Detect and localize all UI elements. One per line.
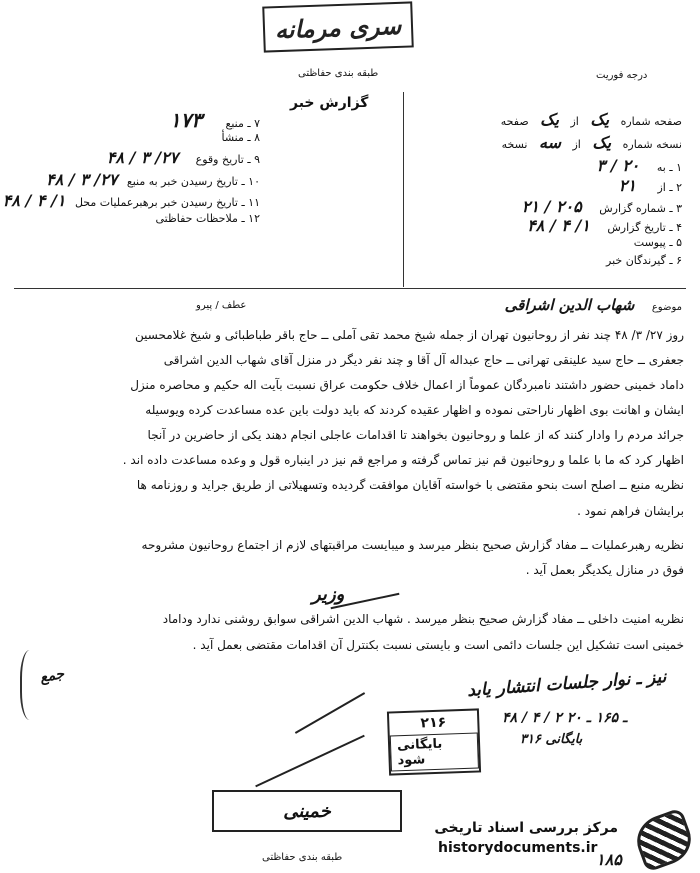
- handwritten-signature-mid: وزیر: [312, 584, 345, 605]
- watermark-logo-icon: [630, 807, 698, 872]
- handwritten-ref-2: ۳۱۶ بایگانی: [520, 732, 583, 747]
- body-line-1: روز ۲۷/ ۳/ ۴۸ چند نفر از روحانیون تهران از جمله شیخ محمد تقی آملی ــ حاج باقر طباطبائی و شیخ غلامحسین: [135, 328, 684, 342]
- left-field-11: ۱۱ ـ تاریخ رسیدن خبر برهبرعملیات محل ۱/ ۴ / ۴۸: [2, 191, 260, 210]
- signature-stroke-1: [295, 692, 365, 734]
- right-field-copy: نسخه شماره یک از سه نسخه: [501, 133, 682, 152]
- body-line-10: فوق در منازل یکدیگر بعمل آید .: [525, 563, 684, 577]
- watermark-url: historydocuments.ir: [438, 840, 598, 856]
- subject-line: موضوع شهاب الدین اشراقی: [504, 296, 682, 314]
- header-divider: [14, 288, 686, 289]
- handwritten-ref-1: ۴۸ / ۴ / ۲ ـ ۱۶۵ ـ ۲۰: [502, 710, 628, 726]
- urgency-label: درجه فوریت: [596, 70, 648, 81]
- reference-label: عطف / پیرو: [196, 300, 247, 311]
- body-line-8: برایشان فراهم نمود .: [577, 504, 684, 518]
- classification-bottom: طبقه بندی حفاظتی: [262, 852, 343, 863]
- right-field-attachment: ۵ ـ پیوست: [633, 236, 682, 249]
- secret-stamp: سری مرمانه: [262, 1, 414, 52]
- body-line-7: نظریه منبع ــ اصلح است بنحو مقتضی با خواسته آقایان موافقت گردیده وتسهیلاتی از طریق جراید و روزنامه ها: [136, 478, 684, 492]
- right-field-recipients: ۶ ـ گیرندگان خبر: [606, 254, 682, 267]
- body-line-2: جعفری ــ حاج سید علینقی تهرانی ــ حاج عبداله آل آقا و چند نفر دیگر در منزل آقای شهاب الدین اشراقی: [163, 353, 684, 367]
- body-line-9: نظریه رهبرعملیات ــ مفاد گزارش صحیح بنظر میرسد و میبایست مراقبتهای لازم از اجتماع روحانیون مشروحه: [141, 538, 684, 552]
- margin-note: جمع: [38, 666, 66, 686]
- right-field-to: ۱ ـ به ۲۰ / ۳: [596, 156, 682, 175]
- page-number: ۱۸۵: [596, 850, 622, 869]
- right-field-report-date: ۴ ـ تاریخ گزارش ۱/ ۴ / ۴۸: [527, 216, 682, 235]
- archive-stamp: [387, 708, 481, 775]
- left-field-9: ۹ ـ تاریخ وقوع ۲۷/ ۳ / ۴۸: [106, 148, 260, 167]
- watermark-title: مرکز بررسی اسناد تاریخی: [434, 820, 618, 836]
- body-line-6: اظهار کرد که ما با علما و روحانیون قم نیز تماس گرفته و مراجع قم نیز در اینباره قول و وعده مساعدت داده اند .: [122, 453, 684, 467]
- body-line-4: ایشان و اهانت بوی اظهار ناراحتی نموده و اظهار عقیده کردند که باید دولت باین عده مساعدت کرده ویوسیله: [145, 403, 684, 417]
- body-line-3: داماد خمینی حضور داشتند نامبردگان عموماً از اعمال خلاف حکومت عراق نسبت بآیت اله حکیم و محاصره منزل: [130, 378, 684, 392]
- left-field-12: ۱۲ ـ ملاحظات حفاظتی: [155, 212, 260, 225]
- footer-name-box: خمینی: [212, 790, 402, 832]
- body-line-5: جرائد مردم را وادار کنند که از علما و روحانیون بخواهند تا اقدامات عاجلی انجام دهند یکی از حاضرین در آنجا: [147, 428, 684, 442]
- right-field-page: صفحه شماره یک از یک صفحه: [500, 110, 682, 129]
- body-line-12: خمینی است تشکیل این جلسات دائمی است و بایستی نسبت بکنترل آن اقدامات مقتضی بعمل آید .: [192, 638, 684, 652]
- right-field-report-number: ۳ ـ شماره گزارش ۲۰۵ / ۲۱: [521, 197, 682, 216]
- handwritten-note-right: نیز ـ نوار جلسات انتشار یابد: [466, 667, 667, 701]
- classification-top: طبقه بندی حفاظتی: [298, 68, 379, 79]
- report-title: گزارش خبر: [290, 95, 369, 111]
- signature-stroke-2: [255, 735, 365, 788]
- left-field-10: ۱۰ ـ تاریخ رسیدن خبر به منبع ۲۷/ ۳ / ۴۸: [45, 170, 260, 189]
- archive-label: بایگانی شود: [390, 732, 479, 771]
- left-field-7: ۷ ـ منبع ۱۷۳: [169, 108, 260, 132]
- archive-number: ۲۱۶: [420, 714, 447, 731]
- margin-scribble: [20, 650, 44, 720]
- right-field-from: ۲ ـ از ۲۱: [618, 176, 682, 195]
- body-line-11: نظریه امنیت داخلی ــ مفاد گزارش صحیح بنظر میرسد . شهاب الدین اشراقی سوابق روشنی ندارد وداماد: [162, 612, 684, 626]
- left-field-8: ۸ ـ منشأ: [221, 131, 260, 144]
